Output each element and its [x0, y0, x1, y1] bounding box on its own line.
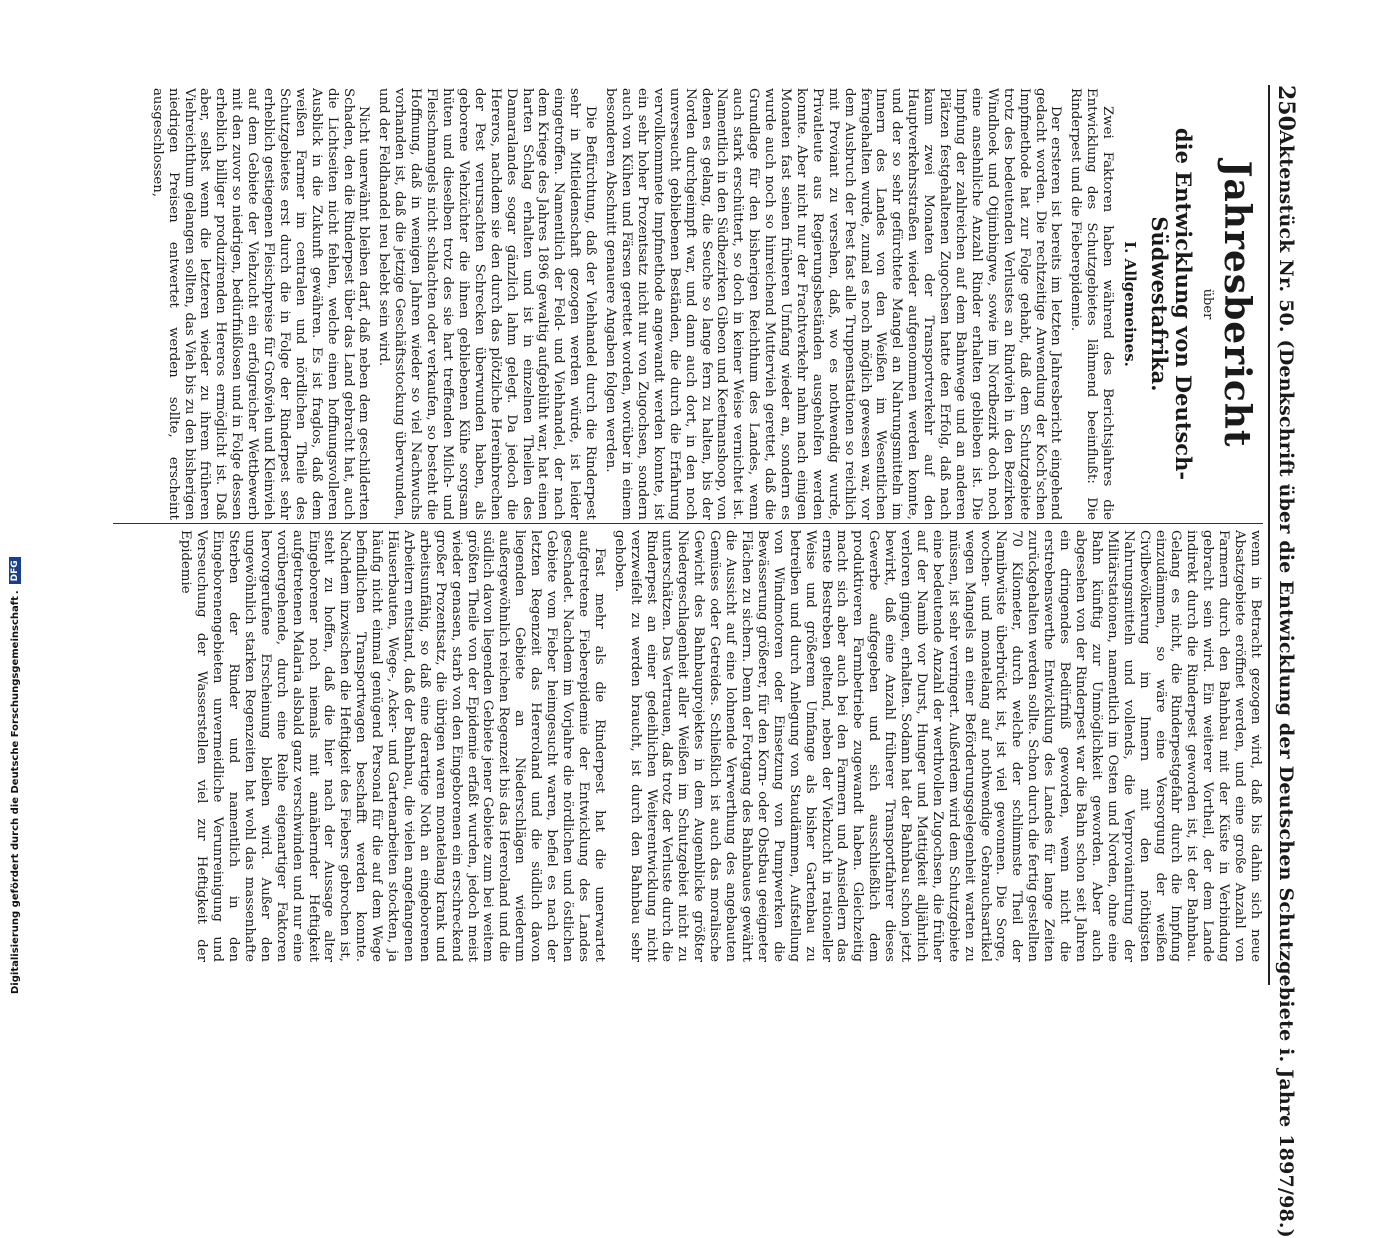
digitization-text: Digitalisierung gefördert durch die Deutsche Forschungsgemeinschaft	[10, 596, 21, 994]
dfg-logo-icon: DFG	[9, 557, 21, 584]
paragraph: Fast mehr als die Rinderpest hat die unerwartet aufgetretene Fieberepidemie der Entwicklung des Landes geschadet. Nachdem im Vorjahre die nördlichen und östlichen Gebiete vom Fieber heimgesucht waren, befiel es nach der letzten Regenzeit das Hereroland und die südlich davon liegenden Gebiete an Niederschlägen wiederum außergewöhnlich reichen Regenzeit bis das Hereroland und die südlich davon liegenden Gebiete jener Gebiete zum bei weitem größten Theile von der Epidemie erfaßt wurden, jedoch meist wieder genasen, starb von den Eingeborenen ein erschreckend großer Prozentsatz, die übrigen waren monatelang krank und arbeitsunfähig, so daß eine derartige Noth an eingeborenen Arbeitern entstand, daß der Bahnbau, die vielen angefangenen Häuserbauten, Wege-, Acker- und Gartenarbeiten stockten, ja häufig nicht einmal genügend Personal für die auf dem Wege befindlichen Transportwagen beschafft werden konnte. Nachdem inzwischen die Heftigkeit des Fiebers gebrochen ist, steht zu hoffen, daß die hier nach der Aussage alter Eingeborener noch niemals mit annähernder Heftigkeit aufgetretenen Malaria alsbald ganz verschwinden und nur eine vorübergehende, durch eine Reihe eigenartiger Faktoren hervorgerufene Erscheinung bleiben wird. Außer den ungewöhnlich starken Regenzeiten hat wohl das massenhafte Sterben der Rinder und namentlich in den Eingeborenengebieten unvermeidliche Verunreinigung und Verseuchung der Wasserstellen viel zur Heftigkeit der Epidemie	[178, 530, 607, 962]
running-title: Aktenstück Nr. 50. (Denkschrift über die Entwicklung der Deutschen Schutzgebiete i. Jahre 1897/98.)	[1275, 130, 1297, 1238]
right-column	[103, 530, 1263, 962]
left-column	[103, 88, 1263, 520]
document-title: Jahresbericht	[1216, 160, 1258, 448]
paragraph: Zwei Faktoren haben während des Berichtsjahres die Entwicklung des Schutzgebietes lähmend beeinflußt: Die Rinderpest und die Fieberepidemie.	[1068, 88, 1116, 520]
paragraph: Die Befürchtung, daß der Viehhandel durch die Rinderpest sehr in Mitleidenschaft gezogen werden würde, ist leider eingetroffen. Namentlich der Feld- und Viehhandel, der nach dem Kriege des Jahres 1896 gewaltig aufgeblüht war, hat einen harten Schlag erhalten und ist in einzelnen Theilen des Damaralandes sogar gänzlich lahm gelegt. Da jedoch die Hereros, nachdem sie den durch das plötzliche Hereinbrechen der Pest verursachten Schrecken überwunden haben, als geborene Viehzüchter die ihnen gebliebenen Kühe sorgsam hüten und dieselben trotz des sie hart treffenden Milch- und Fleischmangels nicht schlachten oder verkaufen, so besteht die Hoffnung, daß in wenigen Jahren wieder so viel Nachwuchs vorhanden ist, daß die jetzige Geschäftsstockung überwunden, und der Feldhandel neu belebt sein wird.	[376, 88, 599, 520]
section-heading: I. Allgemeines.	[1121, 241, 1140, 367]
paragraph: Nicht unerwähnt bleiben darf, daß neben dem geschilderten Schaden, den die Rinderpest über das Land gebracht hat, auch die Lichtseiten nicht fehlen, welche einen hoffnungsvolleren Ausblick in die Zukunft gewähren. Es ist fraglos, daß dem weißen Farmer im centralen und nördlichen Theile des Schutzgebietes erst durch die in Folge der Rinderpest sehr erheblich gestiegenen Fleischpreise für Großvieh und Kleinvieh auf dem Gebiete der Viehzucht ein erfolgreicher Wettbewerb mit den zuvor so niedrigen, bedürfnißlosen und in Folge dessen erheblich billiger produzirenden Hereros ermöglicht ist. Daß aber, selbst wenn die letzteren wieder zu ihrem früheren Viehreichthum gelangen sollten, das Vieh bis zu den bisherigen niedrigen Preisen entwertet werden sollte, erscheint ausgeschlossen,	[149, 88, 372, 520]
paragraph: wenn in Betracht gezogen wird, daß bis dahin sich neue Absatzgebiete eröffnet werden, und eine große Anzahl von Farmern durch den Bahnbau mit der Küste in Verbindung gebracht sein wird. Ein weiterer Vortheil, der dem Lande indirekt durch die Rinderpest geworden ist, ist der Bahnbau. Gelang es nicht, die Rinderpestgefahr durch die Impfung einzudämmen, so wäre eine Versorgung der weißen Civilbevölkerung im Innern mit den nöthigsten Nahrungsmitteln und vollends, die Verproviantirung der Militärstationen, namentlich im Osten und Norden, ohne eine Bahn künftig zur Unmöglichkeit geworden. Aber auch abgesehen von der Rinderpest war die Bahn schon seit Jahren ein dringendes Bedürfniß geworden, wenn nicht die erstrebenswerthe Entwicklung des Landes für lange Zeiten zurückgehalten werden sollte. Schon durch die fertig gestellten 70 Kilometer, durch welche der schlimmste Theil der Namibwüste überbrückt ist, ist viel gewonnen. Die Sorge, wochen- und monatelang auf nothwendige Gebrauchsartikel wegen Mangels an einer Beförderungsgelegenheit warten zu müssen, ist sehr verringert. Außerdem wird dem Schutzgebiete eine bedeutende Anzahl der werthvollen Zugochsen, die früher auf der Namib vor Durst, Hunger und Mattigkeit alljährlich verloren gingen, erhalten. Sodann hat der Bahnbau schon jetzt bewirkt, daß eine Anzahl früherer Transportfahrer dieses Gewerbe aufgegeben und sich ausschließlich dem produktiveren Farmbetriebe zugewandt haben. Gleichzeitig macht sich aber auch bei den Farmern und Ansiedlern das ernste Bestreben geltend, neben der Viehzucht in rationeller Weise und größerem Umfange als bisher Gartenbau zu betreiben und durch Anlegung von Staudämmen, Aufstellung von Windmotoren oder Einsetzung von Pumpwerken die Bewässerung größerer, für den Korn- oder Obstbau geeigneter Flächen zu sichern. Denn der Fortgang des Bahnbaues gewährt die Aussicht auf eine lohnende Verwerthung des angebauten Gemüses oder Getreides. Schließlich ist auch das moralische Gewicht des Bahnbauprojektes in dem Augenblicke größter Niedergeschlagenheit aller Weißen im Schutzgebiet nicht zu unterschätzen. Das Vertrauen, daß trotz der Verluste durch die Rinderpest an einer gedeihlichen Weiterentwicklung nicht verzweifelt zu werden braucht, ist durch den Bahnbau sehr gehoben.	[611, 530, 1263, 962]
digitization-note: Digitalisierung gefördert durch die Deutsche Forschungsgemeinschaft.DFG	[0, 0, 30, 1000]
page-number: 250	[1273, 85, 1299, 131]
title-connector: über	[1200, 288, 1215, 320]
column-divider	[113, 523, 1263, 524]
header-rule	[1268, 85, 1270, 985]
paragraph: Der ersteren ist bereits im letzten Jahresbericht eingehend gedacht worden. Die rechtzeitige Anwendung der Koch'schen Impfmethode hat zur Folge gehabt, daß dem Schutzgebiete trotz des bedeutenden Verlustes an Rindvieh in den Bezirken Windhoek und Otjimbingwe, sowie im Nordbezirk doch noch eine ansehnliche Anzahl Rinder erhalten geblieben ist. Die Impfung der zahlreichen auf dem Bahnwege und an anderen Plätzen festgehaltenen Zugochsen hatte den Erfolg, daß nach kaum zwei Monaten der Transportverkehr auf den Hauptverkehrsstraßen wieder aufgenommen werden konnte, und der so sehr gefürchtete Mangel an Nahrungsmitteln im Innern des Landes von den Weißen im Wesentlichen ferngehalten wurde, zumal es noch möglich gewesen war, vor dem Ausbruch der Pest fast alle Truppenstationen so reichlich mit Proviant zu versehen, daß, wo es nothwendig wurde, Privatleute aus Regierungsbeständen ausgeholfen werden konnte. Aber nicht nur der Frachtverkehr nahm nach einigen Monaten fast seinen früheren Umfang wieder an, sondern es wurde auch noch so hinreichend Muttervieh gerettet, daß die Grundlage für den bisherigen Reichthum des Landes, wenn auch stark erschüttert, so doch in keiner Weise vernichtet ist. Namentlich in den Südbezirken Gibeon und Keetmanshoop, von denen es gelang, die Seuche so lange fern zu halten, bis der Norden durchgeimpft war, und dann auch dort, in den noch unverseucht gebliebenen Beständen, die durch die Erfahrung vervollkommnete Impfmethode angewandt werden konnte, ist ein sehr hoher Prozentsatz nicht nur von Zugochsen, sondern auch von Kühen und Färsen gerettet worden, worüber in einem besonderen Abschnitt genauere Angaben folgen werden.	[603, 88, 1064, 520]
document-subtitle: die Entwicklung von Deutsch-Südwestafrika.	[1147, 127, 1197, 481]
